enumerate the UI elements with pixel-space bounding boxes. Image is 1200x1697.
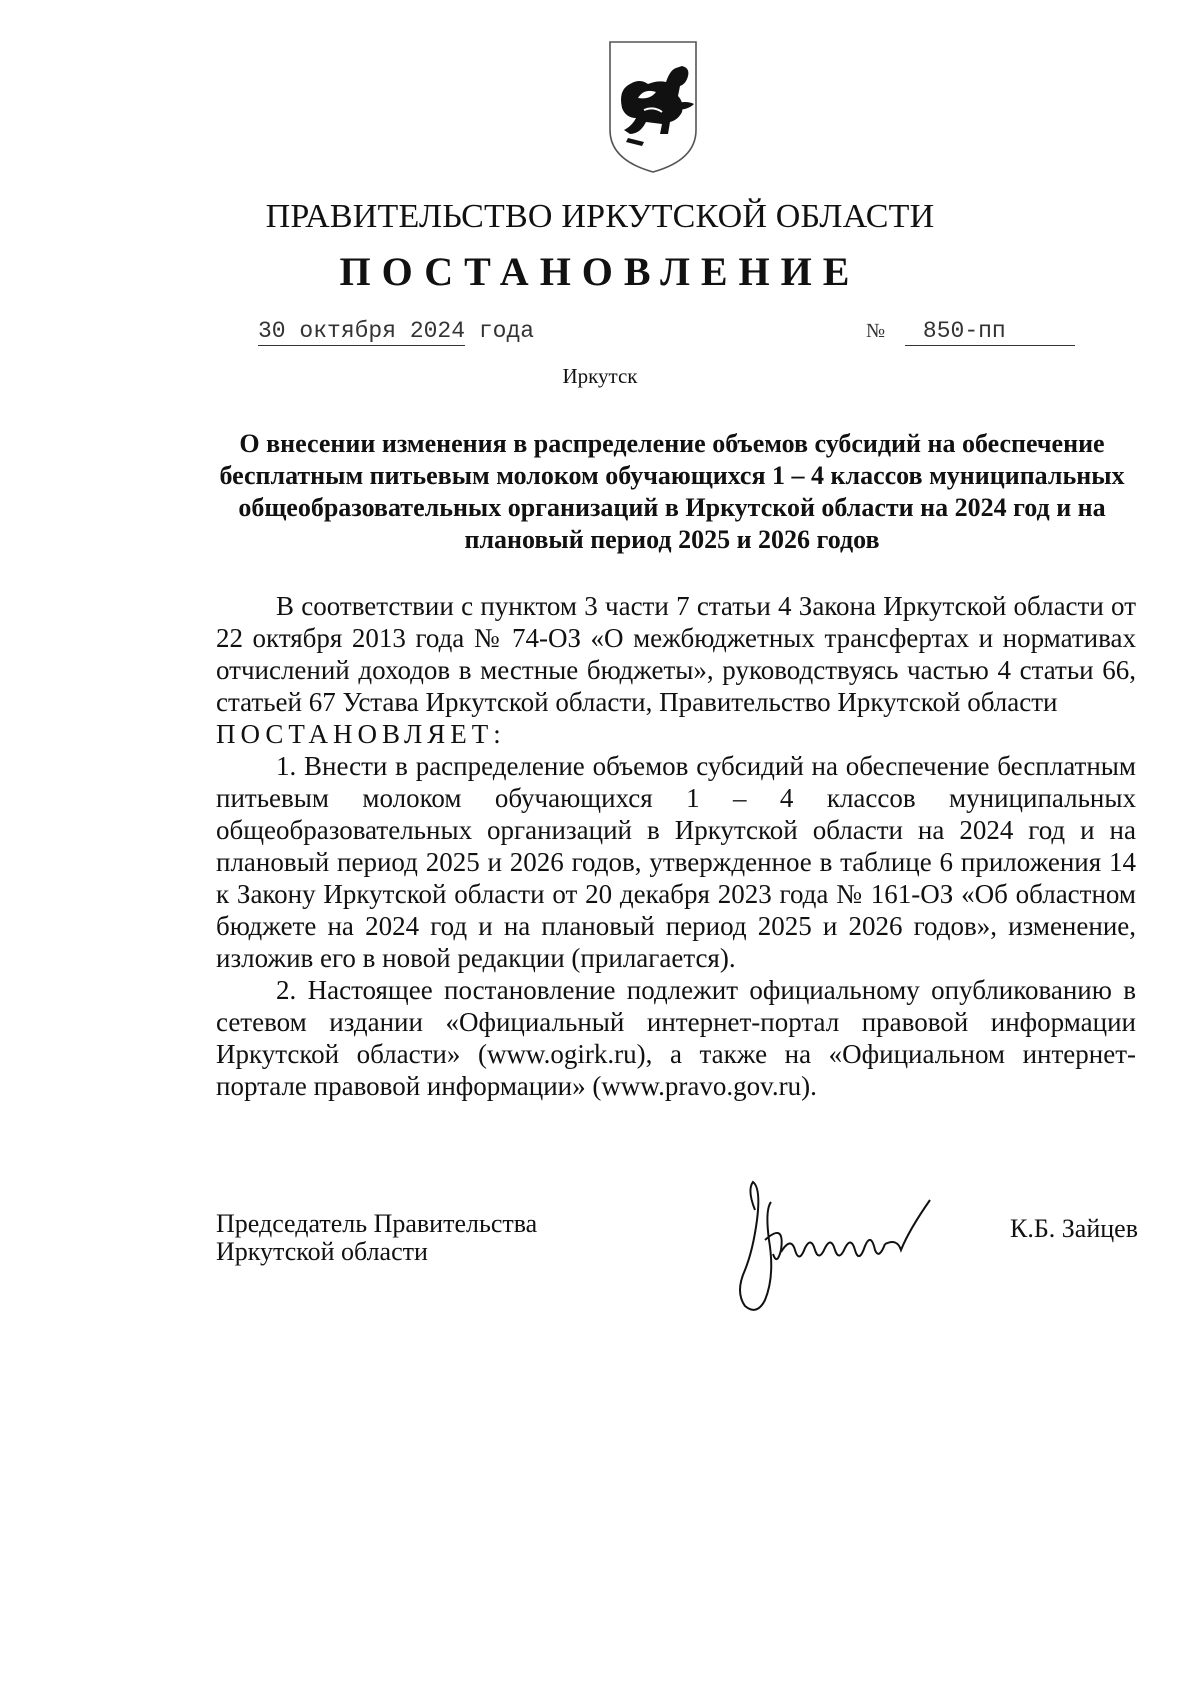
number-sign: №: [866, 320, 886, 342]
document-number: [866, 318, 1075, 346]
signer-name: К.Б. Зайцев: [1010, 1214, 1138, 1243]
signatory-position: [216, 1210, 537, 1266]
government-title: ПРАВИТЕЛЬСТВО ИРКУТСКОЙ ОБЛАСТИ: [265, 198, 935, 235]
decree-word: ПОСТАНОВЛЯЕТ:: [216, 719, 506, 749]
item-2-paragraph: 2. Настоящее постановление подлежит официальному опубликованию в сетевом издании «Официальный интернет-портал правовой информации Иркутской области» (www.ogirk.ru), а также на «Официальном интернет-портале правовой информации» (www.pravo.gov.ru).: [216, 975, 1136, 1101]
position-line-1: Председатель Правительства: [216, 1209, 538, 1238]
document-subject: О внесении изменения в распределение объемов субсидий на обеспечение бесплатным питьевым молоком обучающихся 1 – 4 классов муниципальных общеобразовательных организаций в Иркутской области на 2024 год и на плановый период 2025 и 2026 годов: [219, 429, 1125, 554]
handwritten-signature: [725, 1180, 955, 1320]
date-value: 30 октября 2024: [258, 318, 466, 344]
number-value: 850-пп: [905, 318, 1075, 346]
city: Иркутск: [562, 364, 638, 388]
preamble-paragraph: В соответствии с пунктом 3 части 7 статьи 4 Закона Иркутской области от 22 октября 2013 года № 74-ОЗ «О межбюджетных трансфертах и нормативах отчислений доходов в местные бюджеты», руководствуясь частью 4 статьи 66, статьей 67 Устава Иркутской области, Правительство Иркутской области: [216, 591, 1136, 717]
document-date: [258, 318, 534, 344]
document-kind: ПОСТАНОВЛЕНИЕ: [339, 249, 861, 294]
document-body: [216, 590, 1136, 1102]
irkutsk-coat-of-arms-icon: [604, 38, 702, 176]
date-suffix: года: [478, 318, 535, 344]
position-line-2: Иркутской области: [216, 1237, 428, 1266]
item-1-paragraph: 1. Внести в распределение объемов субсидий на обеспечение бесплатным питьевым молоком обучающихся 1 – 4 классов муниципальных общеобразовательных организаций в Иркутской области на 2024 год и на плановый период 2025 и 2026 годов, утвержденное в таблице 6 приложения 14 к Закону Иркутской области от 20 декабря 2023 года № 161-ОЗ «Об областном бюджете на 2024 год и на плановый период 2025 и 2026 годов», изменение, изложив его в новой редакции (прилагается).: [216, 751, 1136, 973]
